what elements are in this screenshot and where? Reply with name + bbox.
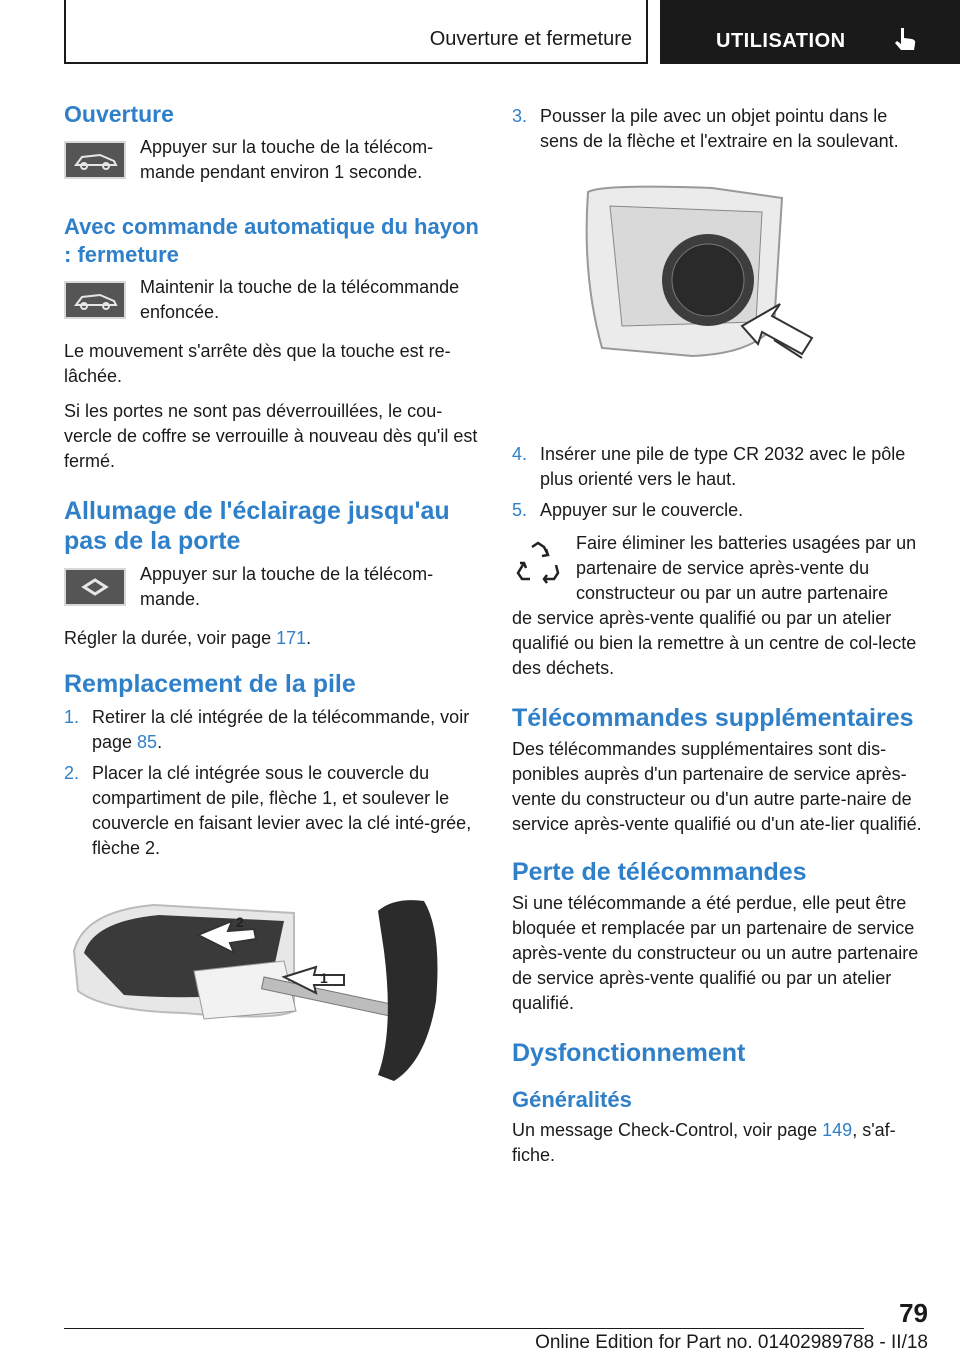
- allumage-block: [64, 562, 480, 614]
- ouverture-block: [64, 135, 480, 187]
- figure-label-1: 1: [320, 970, 328, 986]
- heading-ouverture: Ouverture: [64, 101, 174, 127]
- step-4: [512, 442, 928, 492]
- step-text: Insérer une pile de type CR 2032 avec le pôle plus orienté vers le haut.: [540, 444, 906, 489]
- step-number: 3.: [512, 106, 528, 126]
- regler-duree: [64, 626, 480, 651]
- telecommandes-text: Des télécommandes supplémentaires sont dis-ponibles auprès d'un partenaire de service après-vente du constructeur ou d'un autre parte-naire de service après-vente qualifié ou d'un ate-lier qualifié.: [512, 739, 922, 834]
- commande-text: Maintenir la touche de la télécommande enfoncée.: [140, 277, 460, 322]
- footer-divider: [64, 1328, 864, 1329]
- recycling-icon: [512, 539, 564, 591]
- trunk-button-icon: [64, 281, 126, 319]
- step-2: [64, 761, 480, 861]
- perte-text: Si une télécommande a été perdue, elle peut être bloquée et remplacée par un partenaire de service après-vente du constructeur ou un autre partenaire de service après-vente qualifié ou par un atelier qualifié.: [512, 893, 919, 1013]
- ouverture-text: Appuyer sur la touche de la télécom-mande pendant environ 1 seconde.: [140, 137, 434, 182]
- recycling-text: Faire éliminer les batteries usagées par un partenaire de service après-vente du constructeur ou par un autre partenaire: [576, 533, 917, 603]
- header-section-box: [64, 0, 648, 64]
- chapter-tab[interactable]: [660, 0, 960, 64]
- step-3: [512, 104, 928, 154]
- battery-removal-illustration: [512, 176, 928, 416]
- commande-block: [64, 275, 480, 327]
- page-link-85[interactable]: 85: [137, 732, 158, 752]
- heading-perte-telecommandes: Perte de télécommandes: [512, 858, 807, 886]
- step-text: Retirer la clé intégrée de la télécommande, voir page: [92, 707, 470, 752]
- chapter-title: UTILISATION: [716, 30, 846, 52]
- page-link-149[interactable]: 149: [822, 1120, 853, 1140]
- edition-text: Online Edition for Part no. 01402989788 - II/18: [535, 1332, 928, 1353]
- heading-generalites: Généralités: [512, 1087, 632, 1112]
- step-number: 5.: [512, 500, 528, 520]
- recycling-text-continued: de service après-vente qualifié ou par un atelier qualifié ou bien la remettre à un centre de col-lecte des déchets.: [512, 608, 917, 678]
- generalites-suffix: , s'af-fiche.: [512, 1120, 896, 1165]
- generalites-text: [512, 1118, 928, 1168]
- heading-dysfonctionnement: Dysfonctionnement: [512, 1039, 746, 1067]
- step-1: [64, 705, 480, 755]
- section-title: Ouverture et fermeture: [429, 28, 632, 50]
- key-battery-cover-illustration: [64, 891, 480, 1111]
- step-text: Pousser la pile avec un objet pointu dans le sens de la flèche et l'extraire en la soulevant.: [540, 106, 899, 151]
- allumage-text: Appuyer sur la touche de la télécom-mande.: [140, 564, 434, 609]
- pointing-hand-icon: [892, 26, 918, 52]
- left-column: [64, 100, 480, 1111]
- paragraph-portes: Si les portes ne sont pas déverrouillées, le cou-vercle de coffre se verrouille à nouveau dès qu'il est fermé.: [64, 401, 478, 471]
- step-number: 4.: [512, 444, 528, 464]
- regler-suffix: .: [306, 628, 312, 648]
- heading-commande-hayon: Avec commande automatique du hayon : fermeture: [64, 214, 479, 267]
- figure-label-2: 2: [236, 914, 244, 930]
- step-number: 1.: [64, 707, 80, 727]
- light-button-icon: [64, 568, 126, 606]
- paragraph-mouvement: Le mouvement s'arrête dès que la touche est re-lâchée.: [64, 341, 451, 386]
- page-number: 79: [899, 1298, 928, 1328]
- heading-telecommandes-supplementaires: Télécommandes supplémentaires: [512, 704, 914, 732]
- step-suffix: .: [157, 732, 163, 752]
- step-5: [512, 498, 928, 523]
- trunk-button-icon: [64, 141, 126, 179]
- page-link-171[interactable]: 171: [276, 628, 307, 648]
- step-number: 2.: [64, 763, 80, 783]
- right-column: [512, 104, 928, 1168]
- generalites-prefix: Un message Check-Control, voir page: [512, 1120, 823, 1140]
- regler-text: Régler la durée, voir page: [64, 628, 277, 648]
- step-text: Appuyer sur le couvercle.: [540, 500, 744, 520]
- heading-remplacement-pile: Remplacement de la pile: [64, 670, 356, 698]
- recycling-note: [512, 531, 928, 606]
- step-text: Placer la clé intégrée sous le couvercle du compartiment de pile, flèche 1, et soulever le couvercle en faisant levier avec la clé inté-grée, flèche 2.: [92, 763, 472, 858]
- heading-allumage: Allumage de l'éclairage jusqu'au pas de la porte: [64, 497, 450, 555]
